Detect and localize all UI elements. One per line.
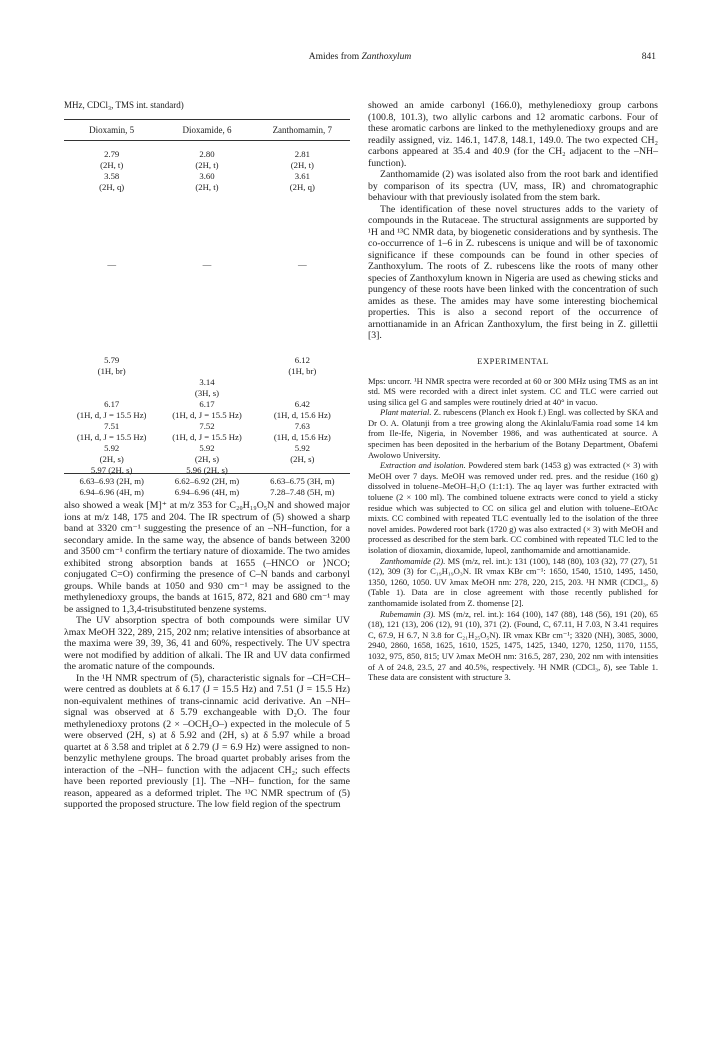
table-cell bbox=[64, 388, 159, 399]
table-cell: (1H, d, 15.6 Hz) bbox=[273, 432, 331, 442]
table-cell: (2H, t) bbox=[100, 160, 124, 170]
table-cell: — bbox=[202, 259, 212, 269]
table-row bbox=[64, 149, 350, 160]
paragraph-text: Z. rubescens (Planch ex Hook f.) Engl. was collected by SKA and Dr O. A. Olatunji from a tree growing along the Akinlalu/Famia road some 14 km from Ile-Ife, Nigeria, in November 1986, and was authenticated at source. A specimen has been deposited in the herbarium of the Botany Department, Obafemi Awolowo University. bbox=[368, 407, 658, 460]
table-cell: (2H, t) bbox=[195, 182, 219, 192]
table-cell: 3.61 bbox=[294, 171, 310, 181]
table-row bbox=[64, 410, 350, 421]
table-cell: 5.92 bbox=[199, 443, 215, 453]
table-row bbox=[64, 465, 350, 476]
right-column bbox=[368, 100, 658, 683]
table-row bbox=[64, 443, 350, 454]
table-header bbox=[64, 120, 350, 140]
table-cell: — bbox=[107, 259, 116, 269]
table-row bbox=[64, 388, 350, 399]
table-cell: 6.42 bbox=[294, 399, 310, 409]
table-cell: 6.63–6.93 (2H, m) bbox=[79, 476, 144, 486]
paragraph-lead: Plant material. bbox=[380, 407, 434, 418]
table-row bbox=[64, 171, 350, 182]
table-cell: 2.80 bbox=[199, 149, 215, 159]
table-cell: 3.58 bbox=[104, 171, 120, 181]
body-paragraph: Zanthomamide (2) was isolated also from the root bark and identified by comparison of its spectra (UV, mass, IR) and chromatographic behaviour with that previously isolated from the stem bark. bbox=[368, 169, 658, 203]
table-cell: 5.97 (2H, s) bbox=[90, 465, 133, 475]
table-row bbox=[64, 377, 350, 388]
table-cell: (1H, d, J = 15.5 Hz) bbox=[172, 432, 242, 442]
table-cell: (1H, d, 15.6 Hz) bbox=[273, 410, 331, 420]
table-cell: (2H, s) bbox=[194, 454, 220, 464]
table-cell: (1H, br) bbox=[288, 366, 317, 376]
paragraph-lead: Zanthomamide (2). bbox=[380, 555, 448, 566]
table-cell: 5.79 bbox=[104, 355, 120, 365]
table-body bbox=[64, 141, 350, 497]
table-cell: (2H, t) bbox=[195, 160, 219, 170]
experimental-paragraph bbox=[368, 460, 658, 555]
table-row bbox=[64, 259, 350, 270]
table-cell: (1H, d, J = 15.5 Hz) bbox=[76, 432, 147, 442]
body-paragraph: showed an amide carbonyl (166.0), methylenedioxy group carbons (100.8, 101.3), two allylic carbons and 12 aromatic carbons. Four of these aromatic carbons are linked to the methylenedioxy groups and are readily assigned, viz. 146.1, 147.8, 148.1, 149.0. The two expected CH₂ carbons appeared at 35.4 and 40.9 (for the CH₂ adjacent to the –NH– function). bbox=[368, 100, 658, 169]
paragraph-lead: Rubemamin (3). bbox=[380, 608, 439, 619]
table-cell: — bbox=[297, 259, 307, 269]
table-cell: (1H, d, J = 15.5 Hz) bbox=[172, 410, 242, 420]
table-cell: 6.94–6.96 (4H, m) bbox=[79, 487, 144, 497]
table-cell: (2H, s) bbox=[99, 454, 124, 464]
table-caption: MHz, CDCl₃, TMS int. standard) bbox=[64, 100, 184, 110]
experimental-paragraph bbox=[368, 376, 658, 408]
page-number: 841 bbox=[641, 52, 656, 62]
table-cell: 3.60 bbox=[199, 171, 215, 181]
table-cell: (1H, br) bbox=[97, 366, 126, 376]
table-cell: 3.14 bbox=[199, 377, 215, 387]
paragraph-text: MS (m/z, rel. int.): 131 (100), 148 (80), 103 (32), 77 (27), 51 (12), 309 (3) for C₁₉H₁₉O₃N. IR νmax KBr cm⁻¹: 1650, 1540, 1510, 1495, 1450, 1350, 1260, 1050. UV λmax MeOH nm: 278, 220, 215, 203. ¹H NMR (CDCl₃, δ) (Table 1). Data are in close agreement with those recently published for zanthomamide isolated from Z. thomense [2]. bbox=[368, 555, 658, 608]
table-cell bbox=[255, 465, 350, 476]
body-paragraph: The identification of these novel structures adds to the variety of compounds in the Rutaceae. The structural assignments are supported by ¹H and ¹³C NMR data, by biogenetic considerations and by synthesis. The co-occurrence of 1–6 in Z. rubescens is unique and will be of taxonomic significance if these compounds can be found in other species of Zanthoxylum. The roots of Z. rubescens like the roots of many other species of Zanthoxylum known in Nigeria are used as chewing sticks and pungency of these roots have been linked with the concentration of such amides as these. The amides may have some interesting biochemical properties. This is also a second report of the occurrence of arnottianamide in an African Zanthoxylum, the first being in Z. gillettii [3]. bbox=[368, 203, 658, 341]
table-cell bbox=[255, 388, 350, 399]
table-cell: 5.92 bbox=[104, 443, 120, 453]
table-cell: (3H, s) bbox=[194, 388, 220, 398]
table-row bbox=[64, 355, 350, 366]
table-cell: 6.12 bbox=[294, 355, 310, 365]
table-cell: 6.94–6.96 (4H, m) bbox=[174, 487, 240, 497]
table-cell: 5.92 bbox=[294, 443, 310, 453]
paragraph-text: Powdered stem bark (1453 g) was extracted (× 3) with MeOH over 7 days. MeOH was removed under red. pres. and the residue (160 g) dissolved in toluene–MeOH–H₂O (1:1:1). The aq layer was further extracted with toluene (2 × 100 ml). The combined toluene extracts were concd to yield a sticky residue which was subjected to CC on silica gel and elution with toluene–EtOAc mixts. CC combined with repeated TLC eventually led to the isolation of the three novel amides. Powdered root bark (1720 g) was also extracted (× 3) with MeOH and processed as described for the stem bark. CC combined with repeated TLC led to the isolation of dioxamin, dioxamide, lupeol, zanthomamide and arnottianamide. bbox=[368, 460, 658, 555]
table-cell: 2.79 bbox=[104, 149, 120, 159]
table-cell: 2.81 bbox=[294, 149, 310, 159]
table-cell bbox=[64, 377, 159, 388]
running-head bbox=[0, 52, 720, 62]
table-header-cell: Zanthomamin, 7 bbox=[272, 125, 333, 135]
table-cell: 7.28–7.48 (5H, m) bbox=[270, 487, 335, 497]
table-cell: (2H, s) bbox=[290, 454, 315, 464]
table-cell bbox=[159, 355, 254, 366]
left-column bbox=[64, 100, 350, 811]
table-cell: 7.63 bbox=[294, 421, 310, 431]
table-row bbox=[64, 182, 350, 193]
table-cell: (2H, q) bbox=[289, 182, 315, 192]
table-cell bbox=[159, 366, 254, 377]
paragraph-text: Mps: uncorr. ¹H NMR spectra were recorded at 60 or 300 MHz using TMS as an int std. MS were recorded with a direct inlet system. CC and TLC were carried out using silica gel G and samples were routinely dried at 40° in vacuo. bbox=[368, 375, 658, 407]
table-cell: 6.63–6.75 (3H, m) bbox=[270, 476, 335, 486]
running-head-genus: Zanthoxylum bbox=[361, 52, 412, 62]
table-cell: 6.17 bbox=[104, 399, 120, 409]
table-row bbox=[64, 476, 350, 487]
table-header-cell: Dioxamin, 5 bbox=[89, 125, 135, 135]
body-paragraph: The UV absorption spectra of both compounds were similar UV λmax MeOH 322, 289, 215, 202 nm; relative intensities of absorbance at the maxima were 39, 39, 36, 41 and 60%, respectively. The UV spectra were not modified by addition of alkali. The IR and UV data confirmed the aromatic nature of the compounds. bbox=[64, 615, 350, 672]
paragraph-lead: Extraction and isolation. bbox=[380, 460, 469, 471]
running-head-prefix: Amides from bbox=[308, 52, 362, 62]
table-row bbox=[64, 454, 350, 465]
table-cell: (2H, q) bbox=[99, 182, 125, 192]
table-cell: (2H, t) bbox=[290, 160, 314, 170]
table-cell: 7.52 bbox=[199, 421, 215, 431]
table-cell: (1H, d, J = 15.5 Hz) bbox=[76, 410, 147, 420]
table-header-cell: Dioxamide, 6 bbox=[182, 125, 232, 135]
table-cell: 5.96 (2H, s) bbox=[186, 465, 228, 475]
section-heading: EXPERIMENTAL bbox=[477, 355, 549, 366]
table-row bbox=[64, 432, 350, 443]
experimental-section bbox=[368, 376, 658, 683]
table-cell: 7.51 bbox=[104, 421, 120, 431]
paragraph-text: MS (m/z, rel. int.): 164 (100), 147 (88), 148 (56), 191 (20), 65 (18), 121 (13), 206 (12), 91 (10), 371 (2). (Found, C, 67.11, H 7.03, N 3.41 requires C, 67.9, H 6.7, N 3.8 for C₂₁H₂₅O₅N). IR νmax KBr cm⁻¹; 3320 (NH), 3085, 3000, 2940, 2860, 1658, 1625, 1610, 1525, 1475, 1425, 1340, 1270, 1250, 1170, 1155, 1032, 975, 850, 815; UV λmax MeOH nm: 316.5, 287, 230, 202 nm with intensities of A of 24.8, 23.5, 27 and 40.5%, respectively. ¹H NMR (CDCl₃, δ), see Table 1. These data are consistent with structure 3. bbox=[368, 608, 659, 683]
table-cell: 6.62–6.92 (2H, m) bbox=[174, 476, 240, 486]
experimental-paragraph bbox=[368, 407, 658, 460]
body-paragraph: In the ¹H NMR spectrum of (5), characteristic signals for –CH=CH– were centred as doublets at δ 6.17 (J = 15.5 Hz) and 7.51 (J = 15.5 Hz) non-equivalent methines of trans-cinnamic acid derivative. An –NH– signal was observed at δ 5.79 exchangeable with D₂O. The four methylenedioxy protons (2 × –OCH₂O–) expected in the molecule of 5 were observed (2H, s) at δ 5.92 and (2H, s) at δ 5.97 while a broad quartet at δ 3.58 and triplet at δ 2.79 (J = 6.9 Hz) were assigned to non-benzylic methylene groups. The broad quartet probably arises from the interaction of the –NH– function with the adjacent CH₂; such effects have been reported previously [1]. The –NH– function, for the same reason, appeared as a deformed triplet. The ¹³C NMR spectrum of (5) supported the proposed structure. The low field region of the spectrum bbox=[64, 672, 350, 810]
table-row bbox=[64, 160, 350, 171]
table-cell bbox=[255, 377, 350, 388]
table-row bbox=[64, 421, 350, 432]
experimental-paragraph bbox=[368, 556, 658, 609]
experimental-paragraph bbox=[368, 609, 658, 683]
table-cell: 6.17 bbox=[199, 399, 215, 409]
table-row bbox=[64, 487, 350, 498]
body-paragraph: also showed a weak [M]⁺ at m/z 353 for C₂₀H₁₉O₅N and showed major ions at m/z 148, 175 and 204. The IR spectrum of (5) showed a sharp band at 3320 cm⁻¹ suggesting the presence of an –NH–function, for a secondary amide. In the same way, the absence of bands between 3200 and 3500 cm⁻¹ confirm the tertiary nature of dioxamide. The two amides exhibited strong absorption bands at 1655 (–HNCO or ⟩NCO; conjugated C=O) confirming the presence of C–N bands and carbonyl groups. While bands at 1050 and 930 cm⁻¹ may be assigned to the methylenedioxy groups, the bands at 1615, 872, 821 and 680 cm⁻¹ may be assigned to 1,3,4-trisubstituted benzene systems. bbox=[64, 500, 350, 615]
table-row bbox=[64, 399, 350, 410]
table-row bbox=[64, 366, 350, 377]
